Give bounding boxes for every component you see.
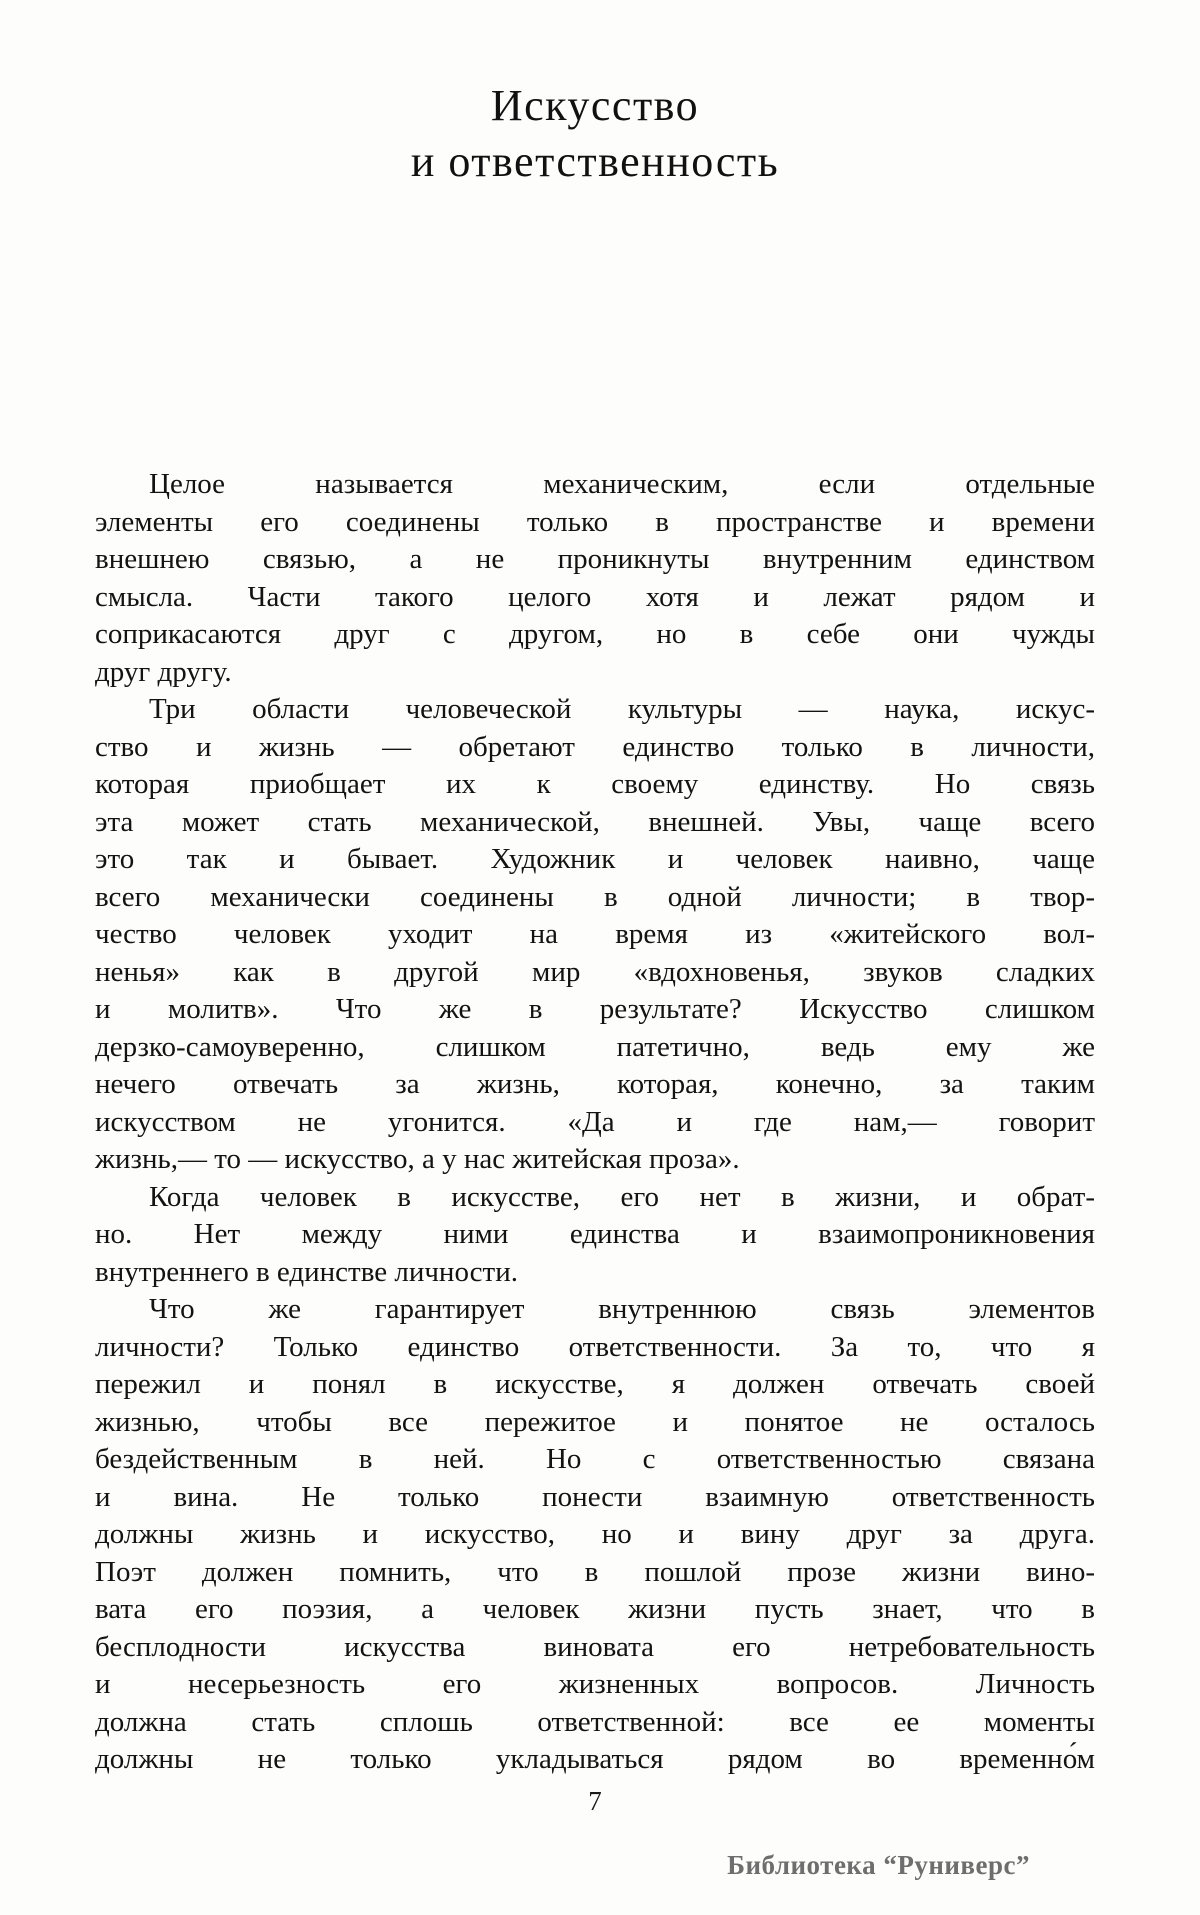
text-line: должны жизнь и искусство, но и вину друг за друга.	[95, 1518, 1095, 1550]
essay-title	[95, 78, 1095, 190]
text-line: Целое называется механическим, если отдельные	[149, 468, 1095, 500]
text-line: пережил и понял в искусстве, я должен отвечать своей	[95, 1368, 1095, 1400]
text-line: нечего отвечать за жизнь, которая, конечно, за таким	[95, 1068, 1095, 1100]
text-line: личности? Только единство ответственности. За то, что я	[95, 1330, 1095, 1363]
text-line: должны не только укладываться рядом во временно́м	[95, 1743, 1095, 1775]
text-line: бесплодности искусства виновата его нетребовательность	[95, 1630, 1095, 1663]
text-line: ненья» как в другой мир «вдохновенья, звуков сладких	[95, 955, 1095, 988]
text-line: искусством не угонится. «Да и где нам,— говорит	[95, 1105, 1095, 1138]
text-line: которая приобщает их к своему единству. Но связь	[95, 768, 1095, 800]
text-line: смысла. Части такого целого хотя и лежат рядом и	[95, 580, 1095, 613]
text-line: внутреннего в единстве личности.	[95, 1255, 518, 1288]
text-line: бездейственным в ней. Но с ответственностью связана	[95, 1443, 1095, 1475]
text-line: но. Нет между ними единства и взаимопроникновения	[95, 1218, 1095, 1250]
library-watermark: Библиотека “Руниверс”	[727, 1850, 1030, 1880]
text-line: эта может стать механической, внешней. Увы, чаще всего	[95, 805, 1095, 838]
text-line: чество человек уходит на время из «житейского вол-	[95, 918, 1095, 950]
text-line: жизнью, чтобы все пережитое и понятое не осталось	[95, 1405, 1095, 1438]
text-line: внешнею связью, а не проникнуты внутренним единством	[95, 543, 1095, 575]
text-line: Три области человеческой культуры — наука, искус-	[149, 693, 1095, 725]
text-line: ство и жизнь — обретают единство только в личности,	[95, 730, 1095, 763]
text-line: Поэт должен помнить, что в пошлой прозе жизни вино-	[95, 1555, 1095, 1588]
text-line: и молитв». Что же в результате? Искусство слишком	[95, 993, 1095, 1025]
text-line: соприкасаются друг с другом, но в себе они чужды	[95, 618, 1095, 650]
essay-title-line-2: и ответственность	[410, 137, 780, 186]
text-line: и несерьезность его жизненных вопросов. Личность	[95, 1668, 1095, 1700]
text-line: жизнь,— то — искусство, а у нас житейская проза».	[95, 1143, 740, 1175]
text-line: это так и бывает. Художник и человек наивно, чаще	[95, 843, 1095, 875]
text-line: всего механически соединены в одной личности; в твор-	[95, 880, 1095, 913]
text-line: должна стать сплошь ответственной: все ее моменты	[95, 1705, 1095, 1738]
essay-title-line-1: Искусство	[490, 81, 700, 130]
text-line: элементы его соединены только в пространстве и времени	[95, 505, 1095, 538]
text-line: Когда человек в искусстве, его нет в жизни, и обрат-	[149, 1180, 1095, 1213]
text-line: дерзко-самоуверенно, слишком патетично, ведь ему же	[95, 1030, 1095, 1063]
text-line: Что же гарантирует внутреннюю связь элементов	[149, 1293, 1095, 1325]
text-line: вата его поэзия, а человек жизни пусть знает, что в	[95, 1593, 1095, 1625]
page-number: 7	[588, 1786, 602, 1816]
text-line: и вина. Не только понести взаимную ответственность	[95, 1480, 1095, 1513]
essay-body	[95, 466, 1095, 1779]
text-line: друг другу.	[95, 655, 232, 688]
